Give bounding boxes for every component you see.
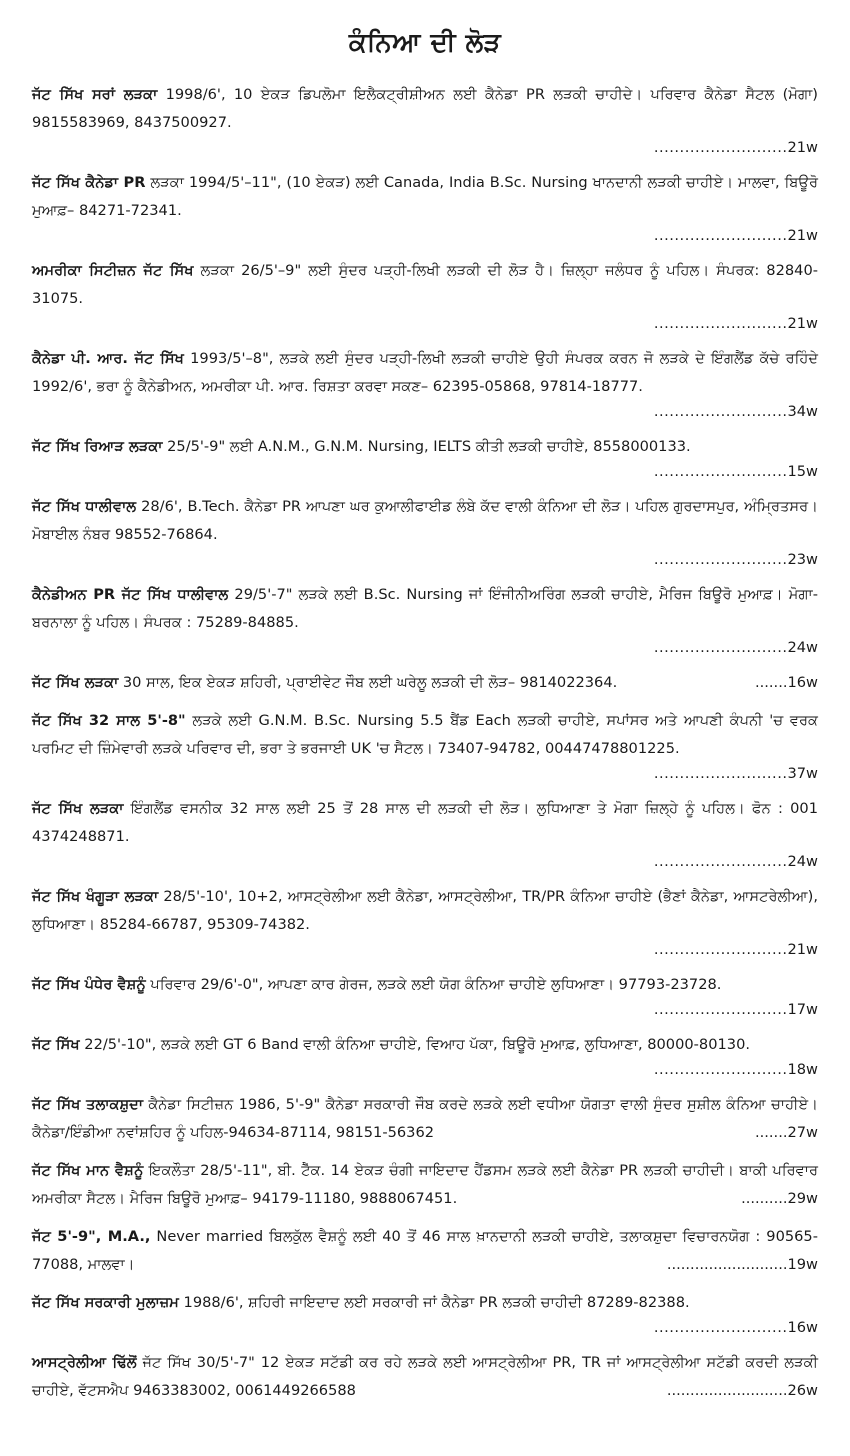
ad-item [32, 433, 818, 483]
ad-leader-dots: .......................... [653, 551, 788, 568]
ad-heading: ਜੱਟ ਸਿੱਖ ਸਰਾਂ ਲੜਕਾ [32, 86, 158, 103]
ad-ref-line [32, 763, 818, 785]
ad-heading: ਅਮਰੀਕਾ ਸਿਟੀਜ਼ਨ ਜੱਟ ਸਿੱਖ [32, 262, 194, 279]
ad-heading: ਜੱਟ ਸਿੱਖ ਪੰਧੇਰ ਵੈਸ਼ਨੂੰ [32, 976, 146, 993]
ad-reference [755, 1119, 818, 1147]
ad-reference [654, 463, 818, 480]
ad-heading: ਜੱਟ ਸਿੱਖ ਸਰਕਾਰੀ ਮੁਲਾਜ਼ਮ [32, 1294, 179, 1311]
ad-text: ਇੰਗਲੈਂਡ ਵਸਨੀਕ 32 ਸਾਲ ਲਈ 25 ਤੋਂ 28 ਸਾਲ ਦੀ ਲੜਕੀ ਦੀ ਲੋੜ। ਲੁਧਿਆਣਾ ਤੇ ਮੋਗਾ ਜ਼ਿਲ੍ਹੇ ਨੂੰ ਪਹਿਲ। ਫੋਨ : 001 4374248871. [32, 800, 818, 845]
ad-body [32, 433, 818, 461]
ad-ref-line [32, 401, 818, 423]
ad-body [32, 707, 818, 763]
ad-reference [654, 941, 818, 958]
ad-item [32, 257, 818, 335]
ad-text: ਪਰਿਵਾਰ 29/6'-0", ਆਪਣਾ ਕਾਰ ਗੇਰਜ, ਲੜਕੇ ਲਈ ਯੋਗ ਕੰਨਿਆ ਚਾਹੀਏ ਲੁਧਿਆਣਾ। 97793-23728. [145, 976, 722, 993]
ad-ref-line [32, 313, 818, 335]
ad-ref-line [32, 549, 818, 571]
ad-heading: ਜੱਟ ਸਿੱਖ ਕੈਨੇਡਾ PR [32, 174, 146, 191]
ad-reference [654, 639, 818, 656]
ad-text: ਕੈਨੇਡਾ ਸਿਟੀਜ਼ਨ 1986, 5'-9" ਕੈਨੇਡਾ ਸਰਕਾਰੀ ਜੌਬ ਕਰਦੇ ਲੜਕੇ ਲਈ ਵਧੀਆ ਯੋਗਤਾ ਵਾਲੀ ਸੁੰਦਰ ਸੁਸ਼ੀਲ ਕੰਨਿਆ ਚਾਹੀਏ। ਕੈਨੇਡਾ/ਇੰਡੀਆ ਨਵਾਂਸ਼ਹਿਰ ਨੂੰ ਪਹਿਲ-94634-87114, 98151-56362 [32, 1096, 818, 1141]
ad-body [32, 493, 818, 549]
ad-item [32, 581, 818, 659]
ad-item [32, 345, 818, 423]
ad-leader-dots: ....... [755, 674, 788, 691]
ad-heading: ਜੱਟ ਸਿੱਖ ਮਾਨ ਵੈਸ਼ਨੂੰ [32, 1162, 144, 1179]
ad-body [32, 1349, 818, 1405]
ad-text: 22/5'-10", ਲੜਕੇ ਲਈ GT 6 Band ਵਾਲੀ ਕੰਨਿਆ ਚਾਹੀਏ, ਵਿਆਹ ਪੱਕਾ, ਬਿਊਰੋ ਮੁਆਫ਼, ਲੁਧਿਆਣਾ, 80000-80130. [79, 1036, 750, 1053]
ad-ref-line [32, 461, 818, 483]
ad-text: ਇਕਲੌਤਾ 28/5'-11", ਬੀ. ਟੈੱਕ. 14 ਏਕੜ ਚੰਗੀ ਜਾਇਦਾਦ ਹੈਂਡਸਮ ਲੜਕੇ ਲਈ ਕੈਨੇਡਾ PR ਲੜਕੀ ਚਾਹੀਦੀ। ਬਾਕੀ ਪਰਿਵਾਰ ਅਮਰੀਕਾ ਸੈਟਲ। ਮੈਰਿਜ ਬਿਊਰੋ ਮੁਆਫ਼– 94179-11180, 9888067451. [32, 1162, 818, 1207]
ad-ref-line [32, 999, 818, 1021]
ad-ref-code: 27w [787, 1124, 818, 1141]
ad-leader-dots: .......................... [653, 403, 788, 420]
ad-ref-code: 37w [787, 765, 818, 782]
ad-leader-dots: ....... [755, 1124, 788, 1141]
ad-body [32, 257, 818, 313]
ad-body [32, 1091, 818, 1147]
ad-ref-code: 19w [787, 1256, 818, 1273]
ad-leader-dots: .......................... [666, 1256, 788, 1273]
ad-item [32, 493, 818, 571]
ad-reference [667, 1251, 818, 1279]
ad-text: ਜੱਟ ਸਿੱਖ 30/5'-7" 12 ਏਕੜ ਸਟੱਡੀ ਕਰ ਰਹੇ ਲੜਕੇ ਲਈ ਆਸਟ੍ਰੇਲੀਆ PR, TR ਜਾਂ ਆਸਟ੍ਰੇਲੀਆ ਸਟੱਡੀ ਕਰਦੀ ਲੜਕੀ ਚਾਹੀਏ, ਵੱਟਸਐਪ 9463383002, 0061449266588 [32, 1354, 819, 1399]
ads-list [32, 81, 818, 1405]
ad-item [32, 169, 818, 247]
ad-item [32, 883, 818, 961]
ad-heading: ਜੱਟ ਸਿੱਖ ਖੰਗੂੜਾ ਲੜਕਾ [32, 888, 159, 905]
ad-ref-code: 16w [787, 674, 818, 691]
ad-body [32, 345, 818, 401]
ad-text: ਲੜਕਾ 1994/5'–11", (10 ਏਕੜ) ਲਈ Canada, India B.Sc. Nursing ਖਾਨਦਾਨੀ ਲੜਕੀ ਚਾਹੀਏ। ਮਾਲਵਾ, ਬਿਊਰੋ ਮੁਆਫ਼– 84271-72341. [32, 174, 818, 219]
ad-reference [654, 139, 818, 156]
ad-leader-dots: .......................... [653, 765, 788, 782]
ad-item [32, 707, 818, 785]
ad-ref-code: 18w [787, 1061, 818, 1078]
ad-heading: ਆਸਟ੍ਰੇਲੀਆ ਢਿੱਲੋਂ [32, 1354, 137, 1371]
ad-body [32, 1157, 818, 1213]
ad-ref-line [32, 851, 818, 873]
ad-heading: ਜੱਟ ਸਿੱਖ ਰਿਆੜ ਲੜਕਾ [32, 438, 163, 455]
ad-leader-dots: .......................... [653, 1061, 788, 1078]
ad-ref-code: 21w [787, 139, 818, 156]
ad-heading: ਜੱਟ ਸਿੱਖ ਤਲਾਕਸ਼ੁਦਾ [32, 1096, 144, 1113]
ad-text: Never married ਬਿਲਕੁੱਲ ਵੈਸ਼ਨੂੰ ਲਈ 40 ਤੋਂ 46 ਸਾਲ ਖ਼ਾਨਦਾਨੀ ਲੜਕੀ ਚਾਹੀਏ, ਤਲਾਕਸ਼ੁਦਾ ਵਿਚਾਰਨਯੋਗ : 90565-77088, ਮਾਲਵਾ। [32, 1228, 818, 1273]
ad-reference [741, 1185, 818, 1213]
ad-text: 28/6', B.Tech. ਕੈਨੇਡਾ PR ਆਪਣਾ ਘਰ ਕੁਆਲੀਫਾਈਡ ਲੰਬੇ ਕੱਦ ਵਾਲੀ ਕੰਨਿਆ ਦੀ ਲੋੜ। ਪਹਿਲ ਗੁਰਦਾਸਪੁਰ, ਅੰਮ੍ਰਿਤਸਰ। ਮੋਬਾਈਲ ਨੰਬਰ 98552-76864. [32, 498, 818, 543]
ad-ref-line [32, 1059, 818, 1081]
ad-body [32, 795, 818, 851]
ad-item [32, 1223, 818, 1279]
ad-body [32, 81, 818, 137]
ad-ref-code: 21w [787, 227, 818, 244]
ad-leader-dots: .......... [741, 1190, 788, 1207]
ad-body [32, 971, 818, 999]
ad-reference [654, 1001, 818, 1018]
ad-body [32, 581, 818, 637]
ad-heading: ਕੈਨੇਡਾ ਪੀ. ਆਰ. ਜੱਟ ਸਿੱਖ [32, 350, 184, 367]
ad-text: 1988/6', ਸ਼ਹਿਰੀ ਜਾਇਦਾਦ ਲਈ ਸਰਕਾਰੀ ਜਾਂ ਕੈਨੇਡਾ PR ਲੜਕੀ ਚਾਹੀਦੀ 87289-82388. [178, 1294, 690, 1311]
ad-body [32, 1223, 818, 1279]
ad-item [32, 81, 818, 159]
ad-reference [755, 669, 818, 697]
ad-reference [654, 1061, 818, 1078]
ad-item [32, 971, 818, 1021]
ad-reference [654, 227, 818, 244]
ad-ref-line [32, 939, 818, 961]
ad-body [32, 1289, 818, 1317]
ad-text: 28/5'-10', 10+2, ਆਸਟ੍ਰੇਲੀਆ ਲਈ ਕੈਨੇਡਾ, ਆਸਟ੍ਰੇਲੀਆ, TR/PR ਕੰਨਿਆ ਚਾਹੀਏ (ਭੈਣਾਂ ਕੈਨੇਡਾ, ਆਸਟਰੇਲੀਆ), ਲੁਧਿਆਣਾ। 85284-66787, 95309-74382. [32, 888, 818, 933]
ad-leader-dots: .......................... [653, 941, 788, 958]
ad-item [32, 1289, 818, 1339]
ad-leader-dots: .......................... [666, 1382, 788, 1399]
ad-ref-line [32, 225, 818, 247]
ad-leader-dots: .......................... [653, 227, 788, 244]
ad-heading: ਜੱਟ ਸਿੱਖ ਧਾਲੀਵਾਲ [32, 498, 137, 515]
ad-ref-code: 29w [787, 1190, 818, 1207]
ad-text: 1998/6', 10 ਏਕੜ ਡਿਪਲੋਮਾ ਇਲੈਕਟ੍ਰੀਸ਼ੀਅਨ ਲਈ ਕੈਨੇਡਾ PR ਲੜਕੀ ਚਾਹੀਦੇ। ਪਰਿਵਾਰ ਕੈਨੇਡਾ ਸੈਟਲ (ਮੋਗਾ) 9815583969, 8437500927. [32, 86, 819, 131]
ad-body [32, 669, 818, 697]
ad-text: 29/5'-7" ਲੜਕੇ ਲਈ B.Sc. Nursing ਜਾਂ ਇੰਜੀਨੀਅਰਿੰਗ ਲੜਕੀ ਚਾਹੀਏ, ਮੈਰਿਜ ਬਿਊਰੋ ਮੁਆਫ਼। ਮੋਗਾ-ਬਰਨਾਲਾ ਨੂੰ ਪਹਿਲ। ਸੰਪਰਕ : 75289-84885. [32, 586, 818, 631]
ad-heading: ਜੱਟ ਸਿੱਖ [32, 1036, 80, 1053]
ad-text: ਲੜਕਾ 26/5'–9" ਲਈ ਸੁੰਦਰ ਪੜ੍ਹੀ-ਲਿਖੀ ਲੜਕੀ ਦੀ ਲੋੜ ਹੈ। ਜ਼ਿਲ੍ਹਾ ਜਲੰਧਰ ਨੂੰ ਪਹਿਲ। ਸੰਪਰਕ: 82840-31075. [32, 262, 818, 307]
ad-ref-code: 34w [787, 403, 818, 420]
ad-leader-dots: .......................... [653, 463, 788, 480]
ad-item [32, 1031, 818, 1081]
ad-ref-code: 26w [787, 1382, 818, 1399]
ad-reference [654, 551, 818, 568]
ad-leader-dots: .......................... [653, 853, 788, 870]
page-title: ਕੰਨਿਆ ਦੀ ਲੋੜ [348, 28, 502, 58]
ad-reference [654, 853, 818, 870]
ad-text: ਲੜਕੇ ਲਈ G.N.M. B.Sc. Nursing 5.5 ਬੈਂਡ Each ਲੜਕੀ ਚਾਹੀਏ, ਸਪਾਂਸਰ ਅਤੇ ਆਪਣੀ ਕੰਪਨੀ 'ਚ ਵਰਕ ਪਰਮਿਟ ਦੀ ਜ਼ਿੰਮੇਵਾਰੀ ਲੜਕੇ ਪਰਿਵਾਰ ਦੀ, ਭਰਾ ਤੇ ਭਰਜਾਈ UK 'ਚ ਸੈਟਲ। 73407-94782, 00447478801225. [32, 712, 818, 757]
ad-ref-code: 15w [787, 463, 818, 480]
ad-reference [654, 403, 818, 420]
ad-heading: ਜੱਟ ਸਿੱਖ 32 ਸਾਲ 5'-8" [32, 712, 186, 729]
ad-ref-line [32, 637, 818, 659]
ad-body [32, 883, 818, 939]
ad-heading: ਜੱਟ ਸਿੱਖ ਲੜਕਾ [32, 800, 124, 817]
ad-reference [654, 765, 818, 782]
ad-heading: ਕੈਨੇਡੀਅਨ PR ਜੱਟ ਸਿੱਖ ਧਾਲੀਵਾਲ [32, 586, 229, 603]
ad-leader-dots: .......................... [653, 139, 788, 156]
ad-item [32, 1091, 818, 1147]
ad-text: 1993/5'–8", ਲੜਕੇ ਲਈ ਸੁੰਦਰ ਪੜ੍ਹੀ-ਲਿਖੀ ਲੜਕੀ ਚਾਹੀਏ ਉਹੀ ਸੰਪਰਕ ਕਰਨ ਜੋ ਲੜਕੇ ਦੇ ਇੰਗਲੈਂਡ ਕੱਚੇ ਰਹਿੰਦੇ 1992/6', ਭਰਾ ਨੂੰ ਕੈਨੇਡੀਅਨ, ਅਮਰੀਕਾ ਪੀ. ਆਰ. ਰਿਸ਼ਤਾ ਕਰਵਾ ਸਕਣ– 62395-05868, 97814-18777. [32, 350, 819, 395]
ad-text: 30 ਸਾਲ, ਇਕ ਏਕੜ ਸ਼ਹਿਰੀ, ਪ੍ਰਾਈਵੇਟ ਜੌਬ ਲਈ ਘਰੇਲੂ ਲੜਕੀ ਦੀ ਲੋੜ– 9814022364. [118, 674, 618, 691]
ad-item [32, 1157, 818, 1213]
ad-heading: ਜੱਟ ਸਿੱਖ ਲੜਕਾ [32, 674, 119, 691]
ad-ref-code: 21w [787, 941, 818, 958]
ad-ref-line [32, 1317, 818, 1339]
ad-body [32, 1031, 818, 1059]
ad-leader-dots: .......................... [653, 315, 788, 332]
ad-body [32, 169, 818, 225]
ad-ref-code: 24w [787, 853, 818, 870]
ad-item [32, 1349, 818, 1405]
ad-item [32, 669, 818, 697]
ad-heading: ਜੱਟ 5'-9", M.A., [32, 1228, 151, 1245]
ad-ref-code: 23w [787, 551, 818, 568]
ad-item [32, 795, 818, 873]
ad-leader-dots: .......................... [653, 1319, 788, 1336]
ad-text: 25/5'-9" ਲਈ A.N.M., G.N.M. Nursing, IELTS ਕੀਤੀ ਲੜਕੀ ਚਾਹੀਏ, 8558000133. [162, 438, 691, 455]
ad-reference [667, 1377, 818, 1405]
ad-ref-code: 16w [787, 1319, 818, 1336]
ad-leader-dots: .......................... [653, 639, 788, 656]
ad-reference [654, 1319, 818, 1336]
ad-ref-line [32, 137, 818, 159]
ad-ref-code: 24w [787, 639, 818, 656]
ad-ref-code: 17w [787, 1001, 818, 1018]
ad-ref-code: 21w [787, 315, 818, 332]
ad-leader-dots: .......................... [653, 1001, 788, 1018]
ad-reference [654, 315, 818, 332]
